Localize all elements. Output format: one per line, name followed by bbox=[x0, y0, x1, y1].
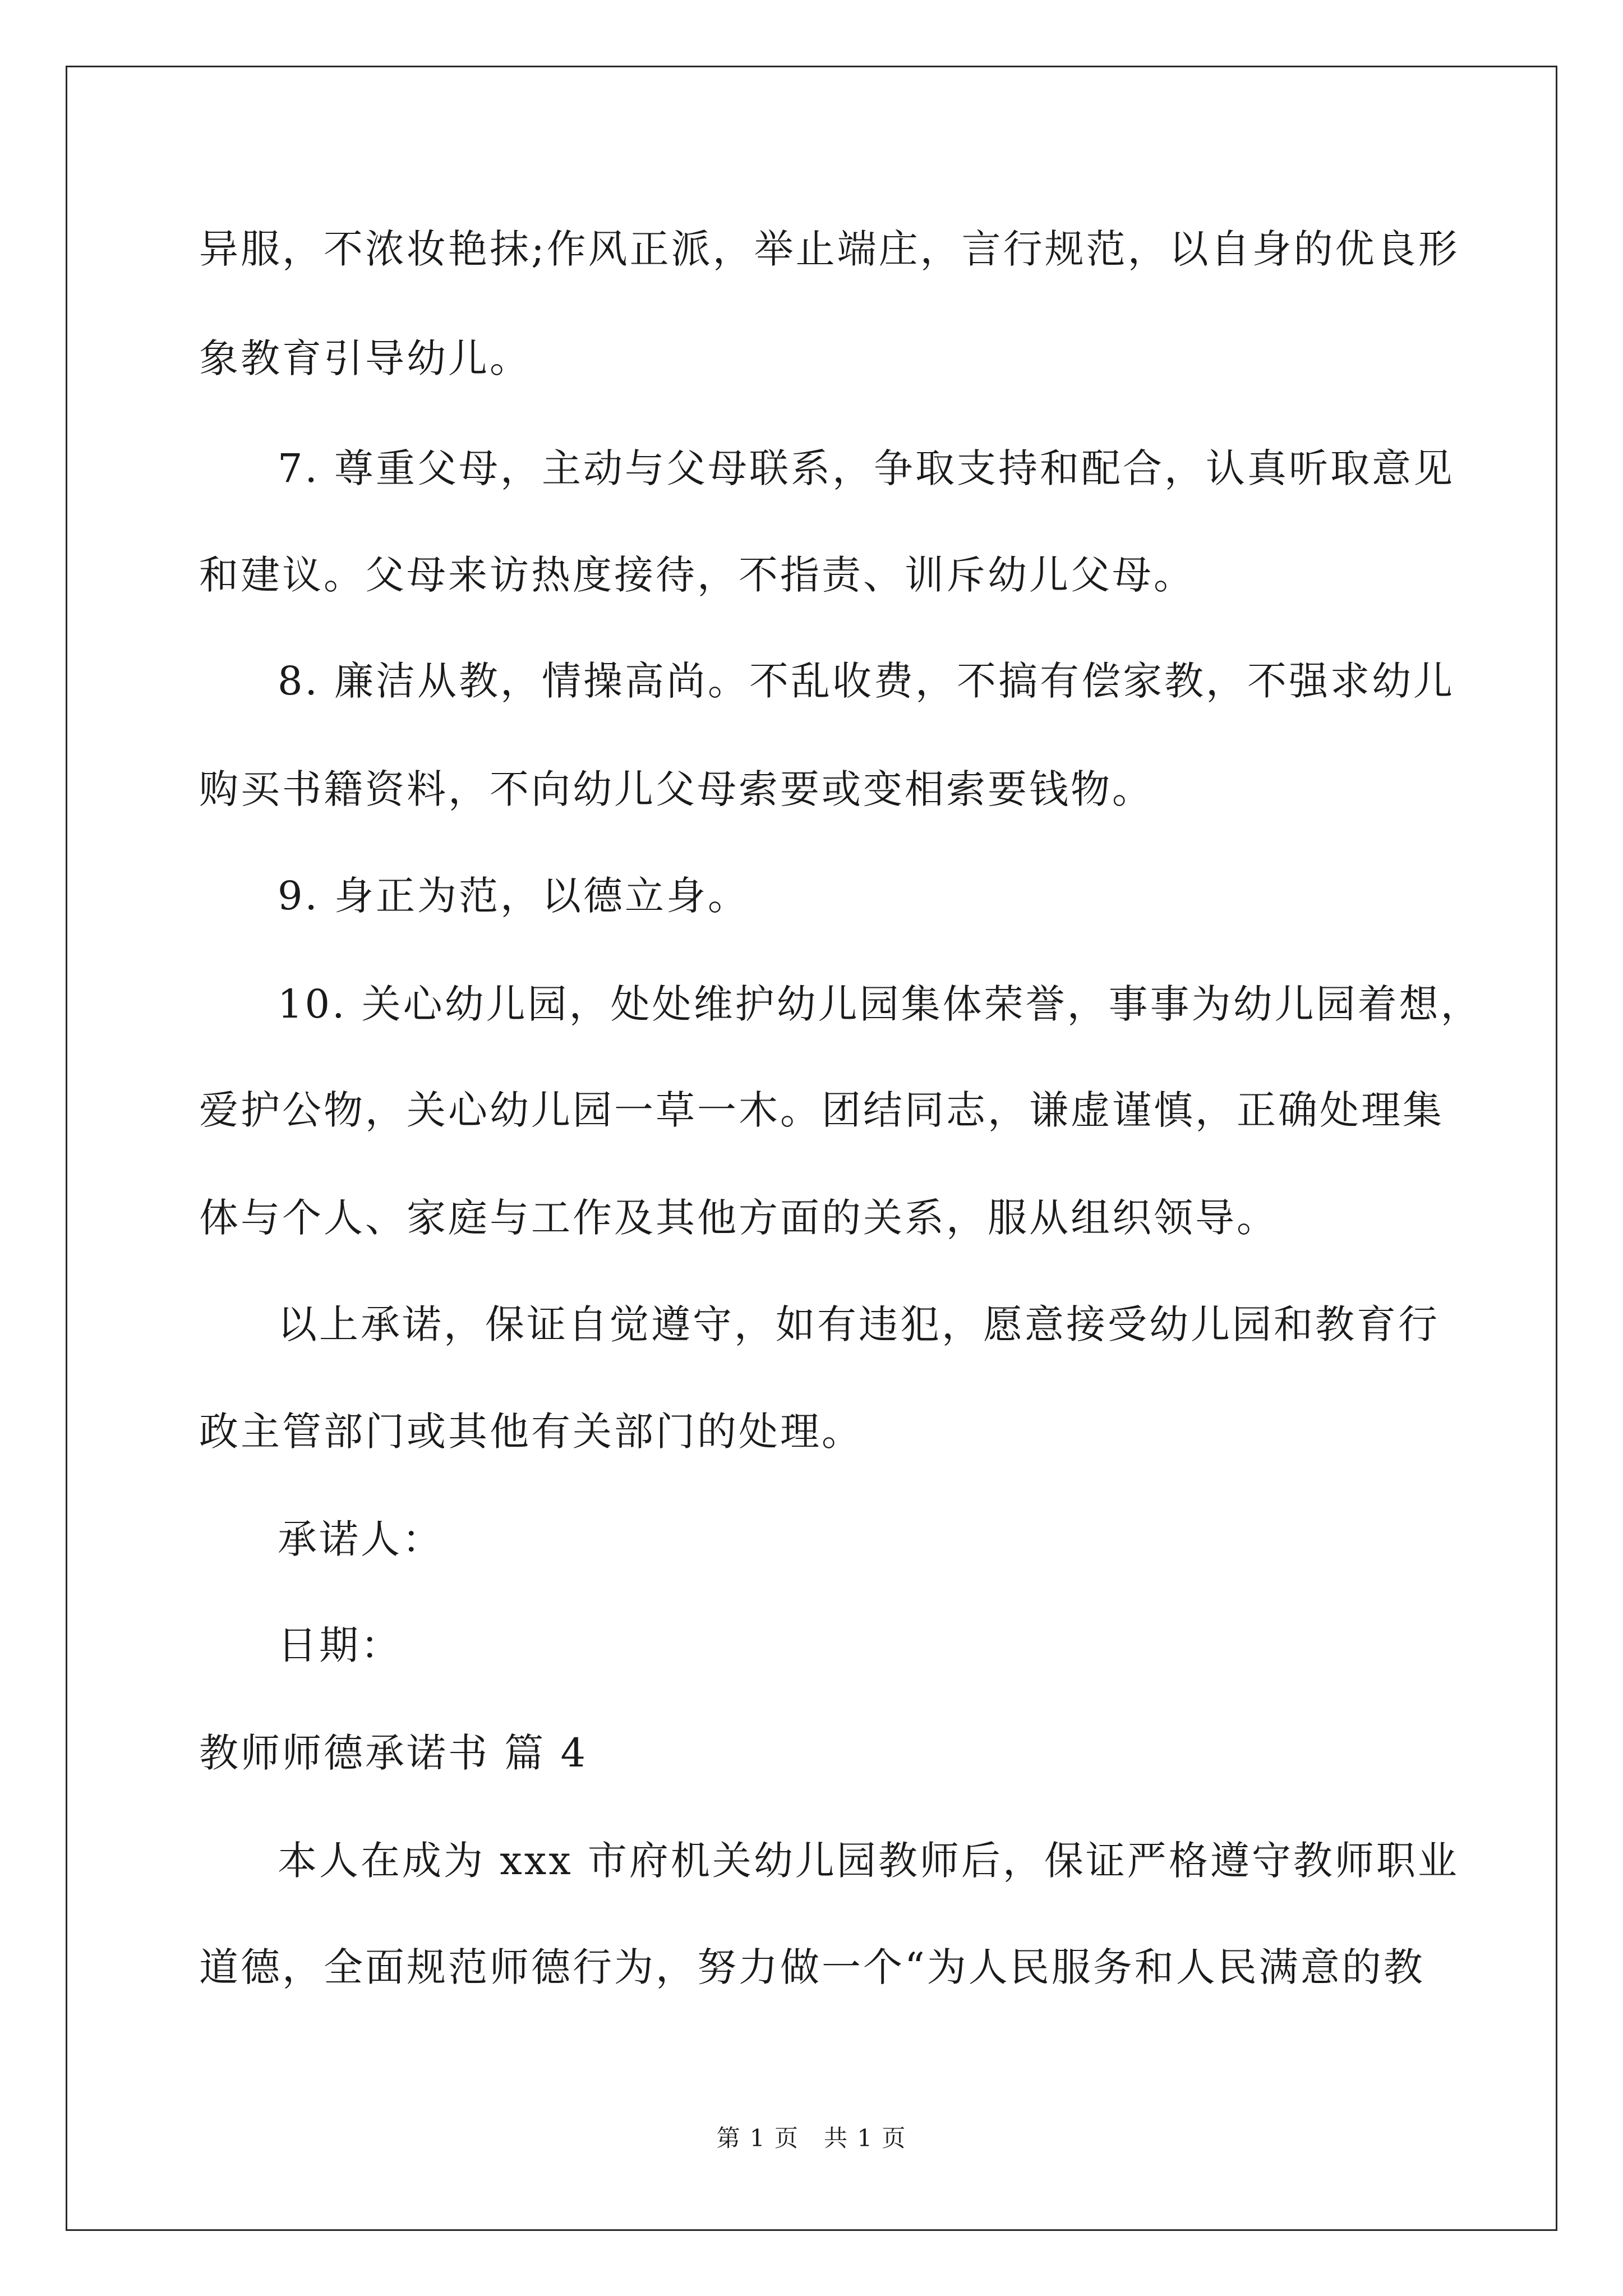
date-label: 日期： bbox=[278, 1622, 402, 1668]
page-number: 第 1 页 bbox=[716, 2124, 799, 2152]
body-line: 爱护公物，关心幼儿园一草一木。团结同志，谦虚谨慎，正确处理集 bbox=[199, 1087, 1444, 1133]
item-9-line: 9. 身正为范，以德立身。 bbox=[278, 873, 750, 919]
page-footer bbox=[0, 2124, 1623, 2152]
body-line: 本人在成为 xxx 市府机关幼儿园教师后，保证严格遵守教师职业 bbox=[278, 1838, 1459, 1884]
item-10-line: 10. 关心幼儿园，处处维护幼儿园集体荣誉，事事为幼儿园着想， bbox=[278, 981, 1482, 1027]
body-line: 象教育引导幼儿。 bbox=[199, 335, 531, 381]
body-line: 异服，不浓妆艳抹;作风正派，举止端庄，言行规范，以自身的优良形 bbox=[199, 226, 1460, 272]
body-line: 政主管部门或其他有关部门的处理。 bbox=[199, 1409, 863, 1455]
body-line: 购买书籍资料，不向幼儿父母索要或变相索要钱物。 bbox=[199, 766, 1154, 812]
section-heading: 教师师德承诺书 篇 4 bbox=[199, 1730, 588, 1776]
item-7-line: 7. 尊重父母，主动与父母联系，争取支持和配合，认真听取意见 bbox=[278, 445, 1455, 491]
body-line: 道德，全面规范师德行为，努力做一个“为人民服务和人民满意的教 bbox=[199, 1944, 1425, 1990]
body-line: 体与个人、家庭与工作及其他方面的关系，服从组织领导。 bbox=[199, 1195, 1278, 1241]
page-border bbox=[66, 66, 1557, 2231]
body-line: 和建议。父母来访热度接待，不指责、训斥幼儿父母。 bbox=[199, 552, 1195, 598]
signatory-label: 承诺人： bbox=[278, 1516, 444, 1562]
pledge-line: 以上承诺，保证自觉遵守，如有违犯，愿意接受幼儿园和教育行 bbox=[278, 1301, 1440, 1347]
page-total: 共 1 页 bbox=[824, 2124, 907, 2152]
item-8-line: 8. 廉洁从教，情操高尚。不乱收费，不搞有偿家教，不强求幼儿 bbox=[278, 658, 1455, 704]
